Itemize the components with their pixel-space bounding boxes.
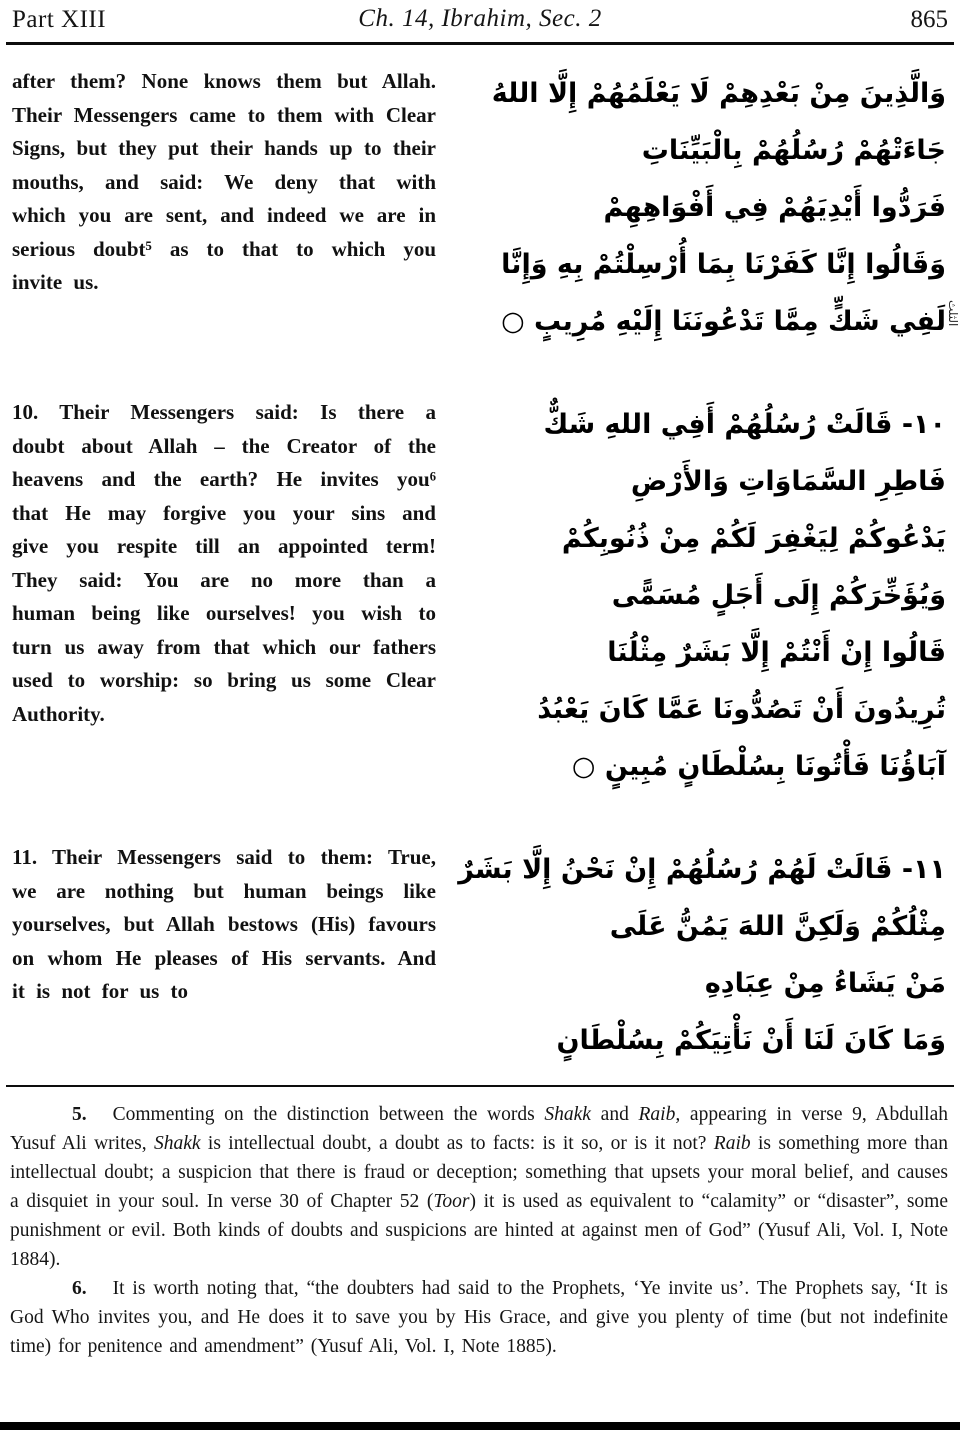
footnote-6 bbox=[10, 1274, 948, 1361]
verse-9-english: after them? None knows them but Allah. Their Messengers came to them with Clear Signs, but they put their hands up to their mouths, and said: We deny that with which you are sent, and indeed we are in serious doubt⁵ as to that to which you invite us. bbox=[12, 69, 436, 294]
arabic-line: مَنْ يَشَاءُ مِنْ عِبَادِهِ bbox=[704, 968, 946, 999]
juz-margin-marker: الثلث bbox=[946, 300, 960, 327]
footnotes-section bbox=[10, 1100, 948, 1361]
arabic-line: يَدْعُوكُمْ لِيَغْفِرَ لَكُمْ مِنْ ذُنُوبِكُمْ bbox=[561, 523, 946, 554]
verse-10-english: 10. Their Messengers said: Is there a doubt about Allah – the Creator of the heavens and the earth? He invites you⁶ that He may forgive you your sins and give you respite till an appointed term! They said: You are no more than a human being like ourselves! you wish to turn us away from that which our fathers used to worship: so bring us some Clear Authority. bbox=[12, 400, 436, 726]
arabic-line: ١١- قَالَتْ لَهُمْ رُسُلُهُمْ إِنْ نَحْنُ إِلَّا بَشَرٌ bbox=[458, 854, 946, 885]
footnote-text: It is worth noting that, “the doubters had said to the Prophets, ‘Ye invite us’. The Prophets say, ‘It is God Who invites you, and He does it to save you by His Grace, and give you plenty of time (but not indefinite time) for penitence and amendment” (Yusuf Ali, Vol. I, Note 1885). bbox=[10, 1278, 948, 1357]
page-header bbox=[10, 4, 950, 40]
arabic-line: وَالَّذِينَ مِنْ بَعْدِهِمْ لَا يَعْلَمُهُمْ إِلَّا اللهُ bbox=[491, 78, 946, 109]
arabic-line: مِثْلُكُمْ وَلَكِنَّ اللهَ يَمُنُّ عَلَى bbox=[609, 911, 946, 942]
verse-columns bbox=[10, 65, 950, 1069]
page-number: 865 bbox=[910, 6, 948, 33]
arabic-line: فَاطِرِ السَّمَاوَاتِ وَالأَرْضِ bbox=[630, 466, 946, 497]
footnote-rule bbox=[6, 1085, 954, 1087]
footnote-number: 6. bbox=[72, 1278, 87, 1299]
part-label: Part XIII bbox=[12, 6, 107, 33]
arabic-line: آبَاؤُنَا فَأْتُونَا بِسُلْطَانٍ مُبِينٍ ○ bbox=[571, 751, 946, 782]
verse-10-arabic bbox=[458, 396, 948, 795]
verse-9-arabic bbox=[458, 65, 948, 350]
arabic-line: قَالُوا إِنْ أَنْتُمْ إِلَّا بَشَرٌ مِثْلُنَا bbox=[607, 637, 946, 668]
arabic-line: وَقَالُوا إِنَّا كَفَرْنَا بِمَا أُرْسِلْتُمْ بِهِ وَإِنَّا bbox=[501, 249, 946, 280]
arabic-line: فَرَدُّوا أَيْدِيَهُمْ فِي أَفْوَاهِهِمْ bbox=[603, 192, 946, 223]
verse-11-english: 11. Their Messengers said to them: True, we are nothing but human beings like yourselves, but Allah bestows (His) favours on whom He pleases of His servants. And it is not for us to bbox=[12, 845, 436, 1003]
footnote-number: 5. bbox=[72, 1104, 87, 1125]
arabic-line: وَيُؤَخِّرَكُمْ إِلَى أَجَلٍ مُسَمًّى bbox=[611, 580, 946, 611]
page-bottom-scan-edge bbox=[0, 1422, 960, 1430]
arabic-line: تُرِيدُونَ أَنْ تَصُدُّونَا عَمَّا كَانَ يَعْبُدُ bbox=[537, 694, 946, 725]
arabic-line: وَمَا كَانَ لَنَا أَنْ نَأْتِيَكُمْ بِسُلْطَانٍ bbox=[556, 1025, 946, 1056]
footnote-5 bbox=[10, 1100, 948, 1274]
footnote-text: Commenting on the distinction between the words Shakk and Raib, appearing in verse 9, Abdullah Yusuf Ali writes, Shakk is intellectual doubt, a doubt as to facts: is it so, or is it not? Raib is something more than intellectual doubt; a suspicion that there is fraud or deception; something that upsets your moral belief, and causes a disquiet in your soul. In verse 30 of Chapter 52 (Toor) it is used as equivalent to “calamity” or “disaster”, some punishment or evil. Both kinds of doubts and suspicions are hinted at against men of God” (Yusuf Ali, Vol. I, Note 1884). bbox=[10, 1104, 949, 1270]
chapter-title: Ch. 14, Ibrahim, Sec. 2 bbox=[358, 5, 602, 32]
header-rule bbox=[6, 42, 954, 45]
arabic-line: ١٠- قَالَتْ رُسُلُهُمْ أَفِي اللهِ شَكٌّ bbox=[543, 409, 946, 440]
arabic-line: لَفِي شَكٍّ مِمَّا تَدْعُونَنَا إِلَيْهِ مُرِيبٍ ○ bbox=[501, 306, 946, 337]
verse-11-arabic bbox=[458, 841, 948, 1069]
arabic-line: جَاءَتْهُمْ رُسُلُهُمْ بِالْبَيِّنَاتِ bbox=[641, 135, 946, 166]
